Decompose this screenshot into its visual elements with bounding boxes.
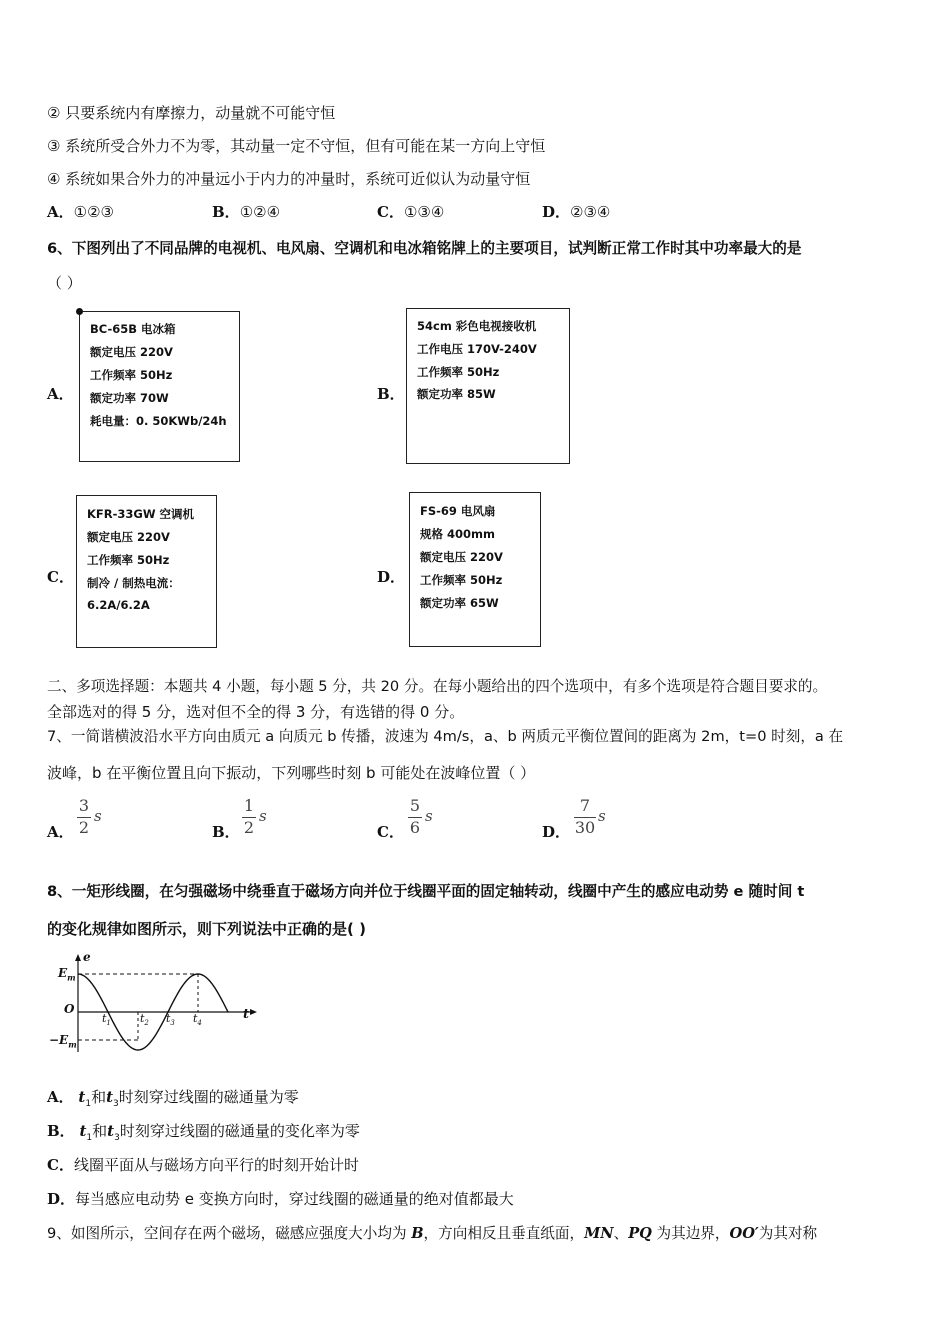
- q8-option-c[interactable]: C．线圈平面从与磁场方向平行的时刻开始计时: [47, 1156, 359, 1174]
- q8-emf-graph: [45, 952, 265, 1057]
- q7-option-b-label[interactable]: B．: [212, 823, 240, 841]
- q6-paren: （ ）: [47, 274, 82, 292]
- q5-statement-4: ④ 系统如果合外力的冲量远小于内力的冲量时，系统可近似认为动量守恒: [47, 170, 531, 188]
- q6-stem: 6、下图列出了不同品牌的电视机、电风扇、空调机和电冰箱铭牌上的主要项目，试判断正常工作时其中功率最大的是: [47, 240, 802, 257]
- plate-d-line-1: FS-69 电风扇: [420, 504, 496, 518]
- emf-graph-svg: [45, 952, 265, 1057]
- q7-option-c-label[interactable]: C．: [377, 823, 404, 841]
- q8-option-b[interactable]: B． $t_1$和$t_3$时刻穿过线圈的磁通量的变化率为零: [47, 1122, 360, 1143]
- e-axis-arrow-icon: [75, 954, 81, 961]
- t3-label: $t_3$: [166, 1012, 175, 1028]
- q5-statement-2: ② 只要系统内有摩擦力，动量就不可能守恒: [47, 104, 336, 122]
- neg-em-label: $-E_m$: [49, 1033, 77, 1050]
- e-axis-label: e: [83, 950, 91, 964]
- q5-option-d[interactable]: D．②③④: [542, 203, 611, 221]
- q5-option-c[interactable]: C．①③④: [377, 203, 445, 221]
- q5-statement-3: ③ 系统所受合外力不为零，其动量一定不守恒，但有可能在某一方向上守恒: [47, 137, 546, 155]
- t-axis-arrow-icon: [250, 1009, 257, 1015]
- em-label: $E_m$: [58, 966, 76, 983]
- t2-label: $t_2$: [140, 1012, 149, 1028]
- nameplate-air-conditioner: [76, 495, 217, 648]
- plate-b-line-1: 54cm 彩色电视接收机: [417, 319, 537, 333]
- section-2-intro-1: 二、多项选择题：本题共 4 小题，每小题 5 分，共 20 分。在每小题给出的四个选项中，有多个选项是符合题目要求的。: [47, 678, 828, 695]
- q7-stem-2: 波峰，b 在平衡位置且向下振动，下列哪些时刻 b 可能处在波峰位置（ ）: [47, 764, 536, 782]
- section-2-intro-2: 全部选对的得 5 分，选对但不全的得 3 分，有选错的得 0 分。: [47, 703, 465, 721]
- q8-option-d[interactable]: D．每当感应电动势 e 变换方向时，穿过线圈的磁通量的绝对值都最大: [47, 1190, 514, 1208]
- plate-d-line-3: 额定电压 220V: [420, 550, 503, 564]
- plate-c-line-2: 额定电压 220V: [87, 530, 170, 544]
- plate-d-line-2: 规格 400mm: [420, 527, 495, 541]
- q6-option-d-label[interactable]: D．: [377, 568, 406, 586]
- q6-option-a-label[interactable]: A．: [47, 385, 74, 403]
- q8-stem-1: 8、一矩形线圈，在匀强磁场中绕垂直于磁场方向并位于线圈平面的固定轴转动，线圈中产生的感应电动势 e 随时间 t: [47, 883, 805, 900]
- plate-c-line-3: 工作频率 50Hz: [87, 553, 170, 567]
- plate-a-line-3: 工作频率 50Hz: [90, 368, 173, 382]
- q7-option-d-label[interactable]: D．: [542, 823, 571, 841]
- corner-dot: [76, 308, 83, 315]
- plate-a-line-1: BC-65B 电冰箱: [90, 322, 176, 336]
- q5-option-a[interactable]: A．①②③: [47, 203, 114, 221]
- plate-b-line-4: 额定功率 85W: [417, 387, 496, 401]
- nameplate-tv: [406, 308, 570, 464]
- t1-label: $t_1$: [102, 1012, 111, 1028]
- q5-option-b[interactable]: B．①②④: [212, 203, 281, 221]
- q8-stem-2: 的变化规律如图所示，则下列说法中正确的是( ): [47, 920, 366, 938]
- q7-option-a-label[interactable]: A．: [47, 823, 74, 841]
- q6-option-b-label[interactable]: B．: [377, 385, 405, 403]
- plate-b-line-2: 工作电压 170V-240V: [417, 342, 537, 356]
- t4-label: $t_4$: [193, 1012, 202, 1028]
- t-axis-label: t: [243, 1007, 250, 1022]
- plate-c-line-5: 6.2A/6.2A: [87, 598, 150, 612]
- q8-option-a[interactable]: A． $t_1$和$t_3$时刻穿过线圈的磁通量为零: [47, 1088, 299, 1109]
- nameplate-refrigerator: [79, 311, 240, 462]
- plate-c-line-1: KFR-33GW 空调机: [87, 507, 195, 521]
- plate-d-line-5: 额定功率 65W: [420, 596, 499, 610]
- q9-stem: 9、如图所示，空间存在两个磁场，磁感应强度大小均为 B，方向相反且垂直纸面，MN、PQ 为其边界，OO′为其对称: [47, 1225, 818, 1242]
- plate-c-line-4: 制冷 / 制热电流：: [87, 576, 180, 590]
- q6-option-c-label[interactable]: C．: [47, 568, 74, 586]
- nameplate-fan: [409, 492, 541, 647]
- plate-a-line-4: 额定功率 70W: [90, 391, 169, 405]
- plate-a-line-2: 额定电压 220V: [90, 345, 173, 359]
- plate-d-line-4: 工作频率 50Hz: [420, 573, 503, 587]
- plate-a-line-5: 耗电量：0. 50KWb/24h: [90, 414, 227, 428]
- q7-stem-1: 7、一简谐横波沿水平方向由质元 a 向质元 b 传播，波速为 4m/s，a、b 两质元平衡位置间的距离为 2m，t=0 时刻，a 在: [47, 728, 844, 745]
- origin-label: O: [64, 1002, 75, 1016]
- plate-b-line-3: 工作频率 50Hz: [417, 365, 500, 379]
